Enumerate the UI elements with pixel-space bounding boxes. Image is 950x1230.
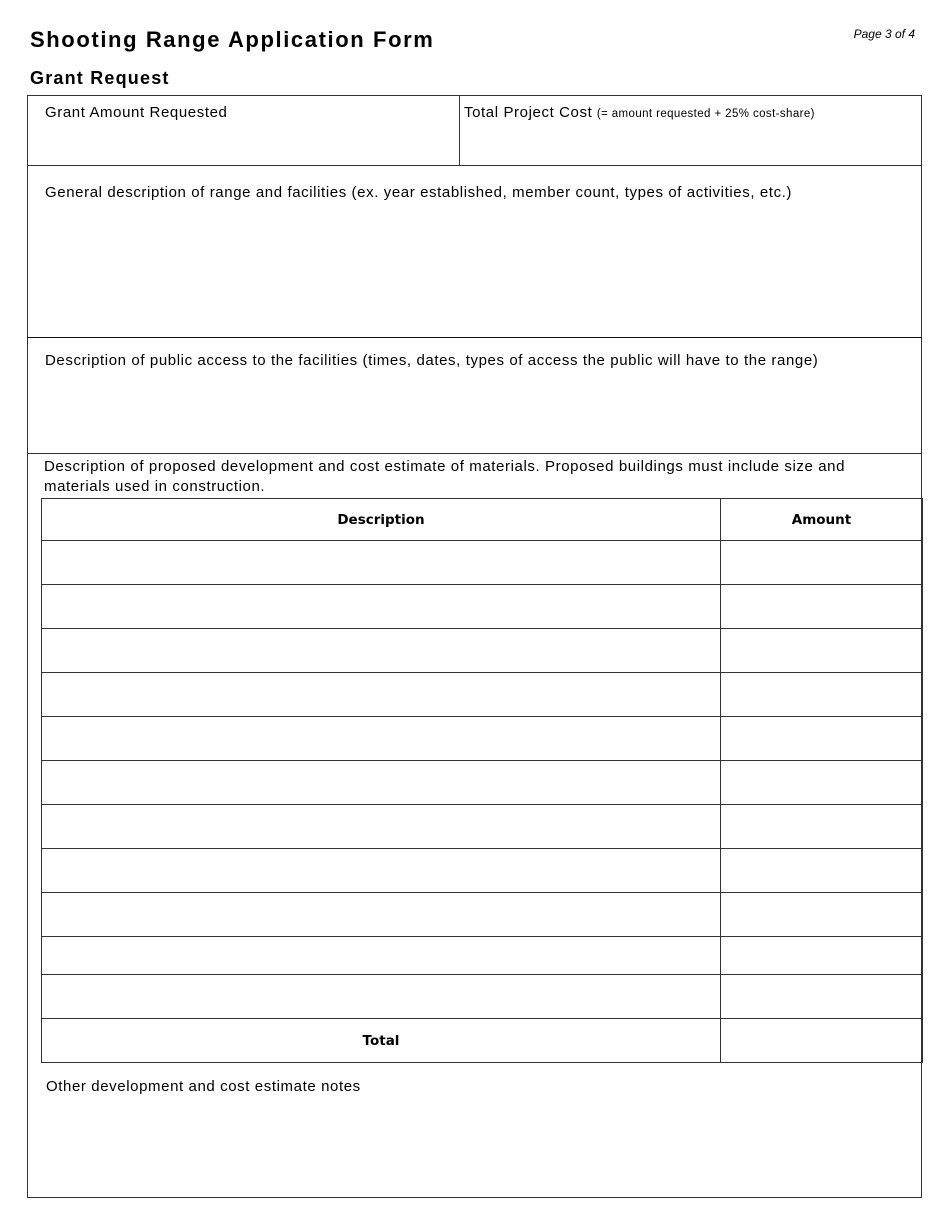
- grant-amount-label: Grant Amount Requested: [45, 104, 228, 121]
- description-cell[interactable]: [42, 629, 721, 673]
- other-notes-label: Other development and cost estimate notes: [46, 1078, 361, 1095]
- table-row: [42, 629, 923, 673]
- total-project-cost-field[interactable]: [461, 95, 920, 165]
- description-cell[interactable]: [42, 805, 721, 849]
- public-access-field[interactable]: [27, 338, 922, 453]
- description-column-header: Description: [42, 499, 721, 541]
- total-row: [42, 1019, 923, 1063]
- amount-cell[interactable]: [721, 761, 923, 805]
- other-notes-field[interactable]: [27, 1064, 922, 1197]
- grant-amount-field[interactable]: [27, 95, 460, 165]
- amount-cell[interactable]: [721, 893, 923, 937]
- total-label: Total: [42, 1019, 721, 1063]
- description-cell[interactable]: [42, 673, 721, 717]
- table-row: [42, 849, 923, 893]
- page-indicator: Page 3 of 4: [853, 27, 915, 41]
- description-cell[interactable]: [42, 541, 721, 585]
- amount-cell[interactable]: [721, 585, 923, 629]
- total-cost-note: (= amount requested + 25% cost-share): [596, 108, 815, 120]
- table-row: [42, 893, 923, 937]
- amount-cell[interactable]: [721, 975, 923, 1019]
- general-description-label: General description of range and facilities (ex. year established, member count, types of activities, etc.): [45, 184, 793, 201]
- grant-cost-row: [27, 95, 922, 166]
- cost-estimate-table: [41, 498, 923, 1063]
- amount-cell[interactable]: [721, 673, 923, 717]
- public-access-label: Description of public access to the facilities (times, dates, types of access the public will have to the range): [45, 352, 819, 369]
- description-cell[interactable]: [42, 585, 721, 629]
- amount-cell[interactable]: [721, 805, 923, 849]
- section-title: Grant Request: [30, 68, 170, 88]
- table-header-row: [42, 499, 923, 541]
- description-cell[interactable]: [42, 937, 721, 975]
- divider: [27, 453, 922, 454]
- table-row: [42, 937, 923, 975]
- table-row: [42, 585, 923, 629]
- total-amount-cell[interactable]: [721, 1019, 923, 1063]
- table-row: [42, 805, 923, 849]
- description-cell[interactable]: [42, 893, 721, 937]
- amount-cell[interactable]: [721, 717, 923, 761]
- description-cell[interactable]: [42, 849, 721, 893]
- amount-cell[interactable]: [721, 541, 923, 585]
- description-cell[interactable]: [42, 717, 721, 761]
- total-cost-label: Total Project Cost: [464, 104, 593, 121]
- form-title: Shooting Range Application Form: [30, 27, 435, 52]
- table-row: [42, 761, 923, 805]
- amount-column-header: Amount: [721, 499, 923, 541]
- table-row: [42, 541, 923, 585]
- amount-cell[interactable]: [721, 937, 923, 975]
- table-row: [42, 717, 923, 761]
- description-cell[interactable]: [42, 761, 721, 805]
- description-cell[interactable]: [42, 975, 721, 1019]
- amount-cell[interactable]: [721, 629, 923, 673]
- amount-cell[interactable]: [721, 849, 923, 893]
- table-row: [42, 673, 923, 717]
- proposed-development-label: Description of proposed development and cost estimate of materials. Proposed buildings must include size and materials used in construction.: [44, 458, 846, 495]
- table-row: [42, 975, 923, 1019]
- general-description-field[interactable]: [27, 166, 922, 337]
